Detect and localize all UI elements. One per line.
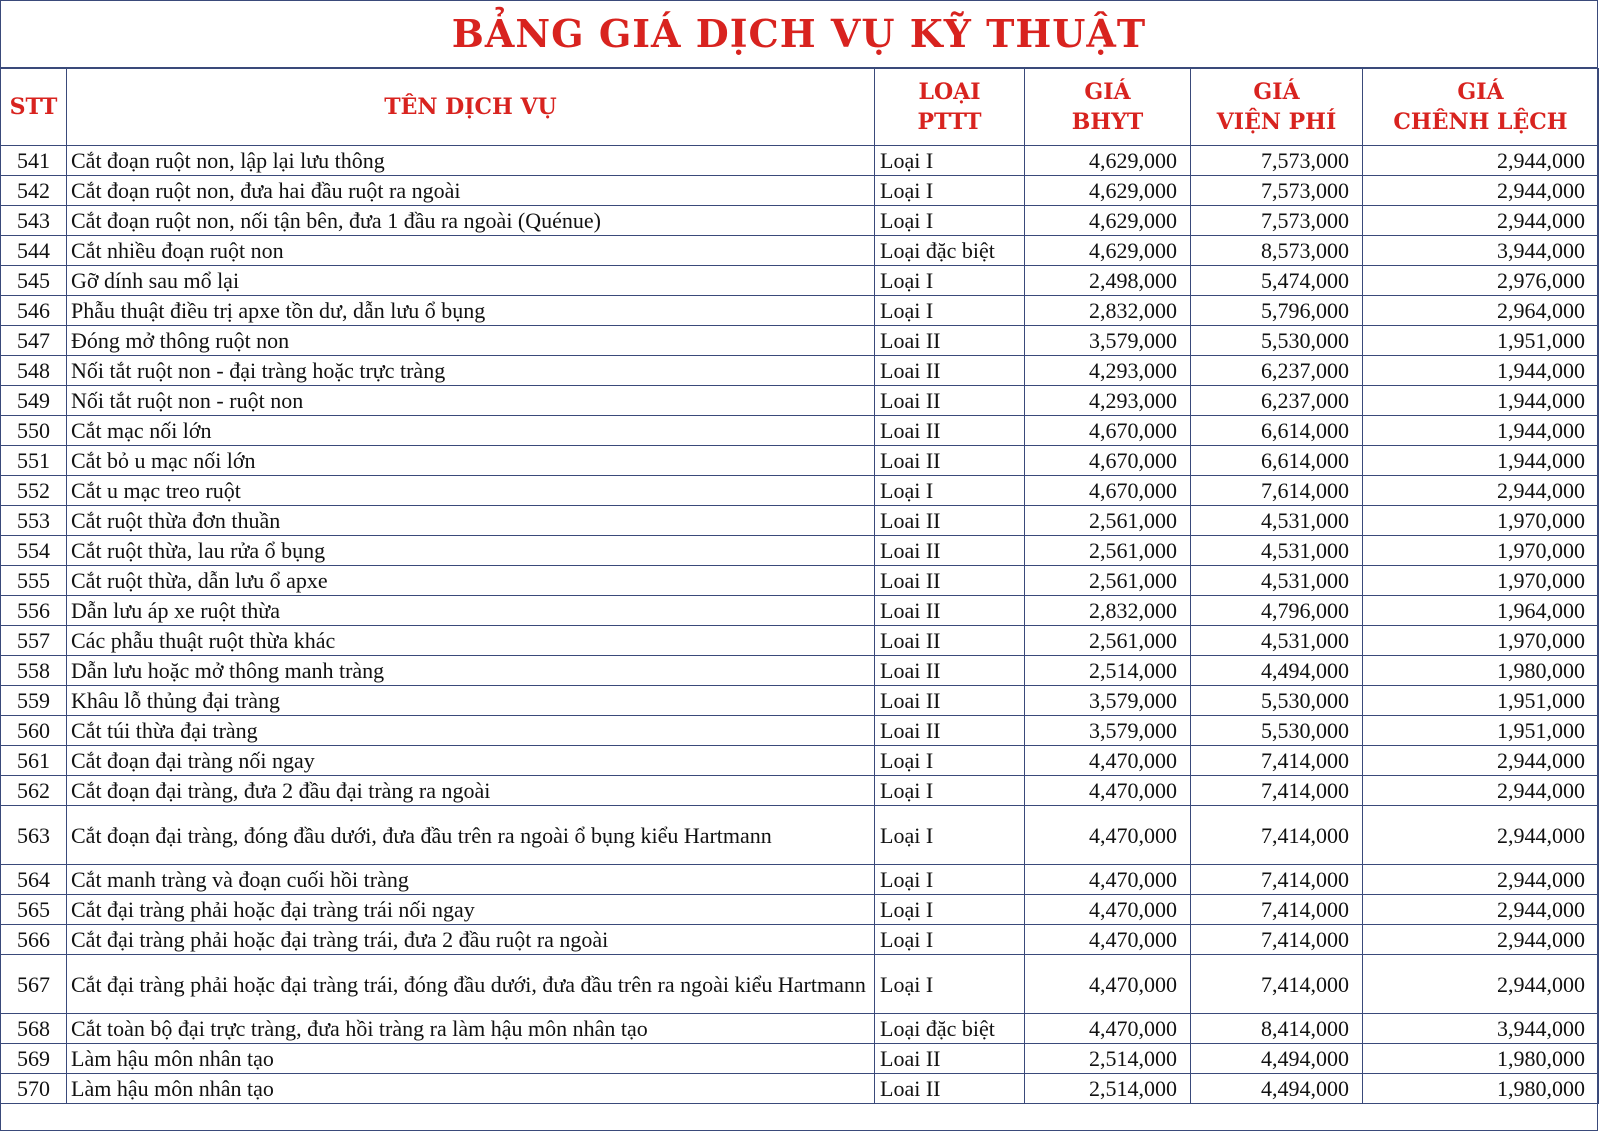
cell-surgery-type: Loai II: [875, 596, 1025, 626]
cell-price-chenhlech: 1,980,000: [1363, 656, 1599, 686]
cell-price-bhyt: 4,470,000: [1025, 1014, 1191, 1044]
cell-price-bhyt: 4,629,000: [1025, 206, 1191, 236]
cell-price-chenhlech: 2,976,000: [1363, 266, 1599, 296]
cell-surgery-type: Loại I: [875, 176, 1025, 206]
header-name: TÊN DỊCH VỤ: [67, 69, 875, 146]
table-row: [1, 596, 1599, 626]
cell-price-chenhlech: 1,951,000: [1363, 716, 1599, 746]
cell-surgery-type: Loai II: [875, 686, 1025, 716]
header-type-line2: PTTT: [917, 109, 982, 135]
table-row: [1, 416, 1599, 446]
cell-price-bhyt: 4,470,000: [1025, 925, 1191, 955]
cell-stt: 543: [1, 206, 67, 236]
cell-stt: 567: [1, 955, 67, 1014]
table-row: [1, 206, 1599, 236]
cell-price-vienphi: 6,614,000: [1191, 446, 1363, 476]
cell-price-chenhlech: 1,944,000: [1363, 446, 1599, 476]
cell-service-name: Cắt đoạn đại tràng, đưa 2 đầu đại tràng ra ngoài: [67, 776, 875, 806]
cell-stt: 547: [1, 326, 67, 356]
header-vienphi: [1191, 69, 1363, 146]
cell-service-name: Cắt toàn bộ đại trực tràng, đưa hồi tràng ra làm hậu môn nhân tạo: [67, 1014, 875, 1044]
table-row: [1, 955, 1599, 1014]
table-row: [1, 656, 1599, 686]
cell-surgery-type: Loai II: [875, 356, 1025, 386]
cell-price-vienphi: 7,573,000: [1191, 146, 1363, 176]
cell-price-vienphi: 7,414,000: [1191, 746, 1363, 776]
table-row: [1, 865, 1599, 895]
table-row: [1, 925, 1599, 955]
table-row: [1, 626, 1599, 656]
cell-price-vienphi: 7,414,000: [1191, 806, 1363, 865]
cell-surgery-type: Loại đặc biệt: [875, 1014, 1025, 1044]
table-row: [1, 776, 1599, 806]
cell-stt: 556: [1, 596, 67, 626]
cell-price-bhyt: 4,670,000: [1025, 446, 1191, 476]
table-row: [1, 296, 1599, 326]
table-row: [1, 146, 1599, 176]
cell-stt: 562: [1, 776, 67, 806]
table-row: [1, 536, 1599, 566]
cell-price-vienphi: 6,237,000: [1191, 386, 1363, 416]
cell-service-name: Cắt mạc nối lớn: [67, 416, 875, 446]
cell-price-bhyt: 4,293,000: [1025, 356, 1191, 386]
cell-stt: 542: [1, 176, 67, 206]
cell-surgery-type: Loại I: [875, 746, 1025, 776]
cell-price-bhyt: 2,561,000: [1025, 626, 1191, 656]
cell-price-chenhlech: 2,944,000: [1363, 476, 1599, 506]
cell-service-name: Cắt bỏ u mạc nối lớn: [67, 446, 875, 476]
cell-stt: 570: [1, 1074, 67, 1104]
table-row: [1, 506, 1599, 536]
cell-price-bhyt: 3,579,000: [1025, 716, 1191, 746]
cell-price-chenhlech: 1,944,000: [1363, 386, 1599, 416]
cell-price-chenhlech: 2,944,000: [1363, 746, 1599, 776]
table-row: [1, 386, 1599, 416]
cell-price-vienphi: 7,414,000: [1191, 865, 1363, 895]
cell-price-bhyt: 4,293,000: [1025, 386, 1191, 416]
cell-surgery-type: Loai II: [875, 536, 1025, 566]
table-row: [1, 746, 1599, 776]
cell-service-name: Cắt ruột thừa, lau rửa ổ bụng: [67, 536, 875, 566]
table-body: [1, 146, 1599, 1104]
cell-price-bhyt: 4,470,000: [1025, 895, 1191, 925]
cell-surgery-type: Loai II: [875, 1074, 1025, 1104]
cell-price-chenhlech: 2,944,000: [1363, 895, 1599, 925]
cell-price-bhyt: 2,514,000: [1025, 1074, 1191, 1104]
cell-stt: 557: [1, 626, 67, 656]
cell-price-bhyt: 2,832,000: [1025, 296, 1191, 326]
header-chenhlech-line1: GIÁ: [1457, 79, 1504, 105]
cell-price-vienphi: 7,414,000: [1191, 925, 1363, 955]
cell-price-chenhlech: 1,970,000: [1363, 536, 1599, 566]
table-row: [1, 236, 1599, 266]
cell-stt: 551: [1, 446, 67, 476]
cell-service-name: Làm hậu môn nhân tạo: [67, 1074, 875, 1104]
cell-price-vienphi: 7,414,000: [1191, 955, 1363, 1014]
cell-stt: 549: [1, 386, 67, 416]
cell-stt: 555: [1, 566, 67, 596]
cell-surgery-type: Loai II: [875, 1044, 1025, 1074]
cell-stt: 564: [1, 865, 67, 895]
cell-service-name: Cắt đại tràng phải hoặc đại tràng trái nối ngay: [67, 895, 875, 925]
header-chenhlech-line2: CHÊNH LỆCH: [1393, 109, 1568, 135]
cell-surgery-type: Loại I: [875, 296, 1025, 326]
cell-service-name: Cắt đoạn ruột non, đưa hai đầu ruột ra ngoài: [67, 176, 875, 206]
cell-price-bhyt: 4,629,000: [1025, 146, 1191, 176]
table-row: [1, 1044, 1599, 1074]
table-row: [1, 476, 1599, 506]
table-row: [1, 266, 1599, 296]
cell-service-name: Cắt nhiều đoạn ruột non: [67, 236, 875, 266]
cell-price-vienphi: 6,614,000: [1191, 416, 1363, 446]
cell-price-chenhlech: 2,944,000: [1363, 176, 1599, 206]
cell-price-chenhlech: 1,970,000: [1363, 506, 1599, 536]
cell-price-vienphi: 4,494,000: [1191, 1044, 1363, 1074]
cell-surgery-type: Loai II: [875, 656, 1025, 686]
header-vienphi-line1: GIÁ: [1253, 79, 1300, 105]
cell-price-chenhlech: 1,970,000: [1363, 626, 1599, 656]
cell-stt: 546: [1, 296, 67, 326]
header-vienphi-line2: VIỆN PHÍ: [1216, 109, 1337, 135]
cell-price-chenhlech: 1,980,000: [1363, 1044, 1599, 1074]
header-row: [1, 69, 1599, 146]
page-title: BẢNG GIÁ DỊCH VỤ KỸ THUẬT: [1, 1, 1597, 68]
cell-price-chenhlech: 1,964,000: [1363, 596, 1599, 626]
cell-price-bhyt: 4,670,000: [1025, 416, 1191, 446]
cell-price-vienphi: 4,494,000: [1191, 1074, 1363, 1104]
cell-stt: 554: [1, 536, 67, 566]
cell-price-vienphi: 5,530,000: [1191, 686, 1363, 716]
cell-price-bhyt: 4,470,000: [1025, 955, 1191, 1014]
cell-surgery-type: Loai II: [875, 386, 1025, 416]
cell-price-vienphi: 5,796,000: [1191, 296, 1363, 326]
cell-price-chenhlech: 2,944,000: [1363, 955, 1599, 1014]
table-row: [1, 176, 1599, 206]
cell-stt: 558: [1, 656, 67, 686]
cell-price-vienphi: 4,531,000: [1191, 566, 1363, 596]
cell-service-name: Đóng mở thông ruột non: [67, 326, 875, 356]
cell-price-bhyt: 4,470,000: [1025, 806, 1191, 865]
cell-surgery-type: Loại I: [875, 476, 1025, 506]
cell-price-chenhlech: 2,944,000: [1363, 776, 1599, 806]
cell-price-bhyt: 2,561,000: [1025, 536, 1191, 566]
cell-service-name: Khâu lỗ thủng đại tràng: [67, 686, 875, 716]
cell-price-vienphi: 7,573,000: [1191, 176, 1363, 206]
cell-price-chenhlech: 1,951,000: [1363, 686, 1599, 716]
cell-stt: 553: [1, 506, 67, 536]
cell-surgery-type: Loai II: [875, 506, 1025, 536]
cell-price-bhyt: 2,561,000: [1025, 566, 1191, 596]
cell-stt: 550: [1, 416, 67, 446]
cell-surgery-type: Loại I: [875, 776, 1025, 806]
cell-stt: 568: [1, 1014, 67, 1044]
cell-service-name: Các phẫu thuật ruột thừa khác: [67, 626, 875, 656]
cell-surgery-type: Loại I: [875, 146, 1025, 176]
cell-stt: 552: [1, 476, 67, 506]
cell-stt: 545: [1, 266, 67, 296]
cell-price-chenhlech: 2,944,000: [1363, 925, 1599, 955]
cell-price-chenhlech: 2,944,000: [1363, 806, 1599, 865]
header-type-line1: LOẠI: [918, 79, 981, 105]
cell-stt: 560: [1, 716, 67, 746]
cell-price-bhyt: 4,670,000: [1025, 476, 1191, 506]
cell-price-bhyt: 2,498,000: [1025, 266, 1191, 296]
cell-price-bhyt: 4,629,000: [1025, 176, 1191, 206]
cell-price-vienphi: 4,531,000: [1191, 506, 1363, 536]
header-bhyt-line1: GIÁ: [1084, 79, 1131, 105]
cell-price-bhyt: 4,470,000: [1025, 776, 1191, 806]
cell-price-vienphi: 8,573,000: [1191, 236, 1363, 266]
cell-stt: 565: [1, 895, 67, 925]
cell-service-name: Cắt u mạc treo ruột: [67, 476, 875, 506]
cell-surgery-type: Loại I: [875, 925, 1025, 955]
cell-price-chenhlech: 1,944,000: [1363, 356, 1599, 386]
cell-price-vienphi: 4,531,000: [1191, 626, 1363, 656]
cell-service-name: Phẫu thuật điều trị apxe tồn dư, dẫn lưu ổ bụng: [67, 296, 875, 326]
cell-stt: 563: [1, 806, 67, 865]
cell-price-vienphi: 7,414,000: [1191, 776, 1363, 806]
cell-surgery-type: Loại I: [875, 865, 1025, 895]
cell-price-chenhlech: 1,951,000: [1363, 326, 1599, 356]
cell-surgery-type: Loại I: [875, 955, 1025, 1014]
cell-service-name: Cắt đại tràng phải hoặc đại tràng trái, đưa 2 đầu ruột ra ngoài: [67, 925, 875, 955]
cell-price-bhyt: 2,514,000: [1025, 656, 1191, 686]
cell-surgery-type: Loại I: [875, 206, 1025, 236]
cell-price-chenhlech: 2,964,000: [1363, 296, 1599, 326]
cell-price-vienphi: 5,474,000: [1191, 266, 1363, 296]
cell-price-bhyt: 2,514,000: [1025, 1044, 1191, 1074]
header-type: [875, 69, 1025, 146]
cell-service-name: Cắt manh tràng và đoạn cuối hồi tràng: [67, 865, 875, 895]
cell-price-chenhlech: 1,944,000: [1363, 416, 1599, 446]
cell-price-bhyt: 4,629,000: [1025, 236, 1191, 266]
cell-surgery-type: Loại đặc biệt: [875, 236, 1025, 266]
cell-service-name: Cắt đoạn đại tràng nối ngay: [67, 746, 875, 776]
cell-price-chenhlech: 1,980,000: [1363, 1074, 1599, 1104]
cell-service-name: Cắt đoạn đại tràng, đóng đầu dưới, đưa đầu trên ra ngoài ổ bụng kiểu Hartmann: [67, 806, 875, 865]
table-row: [1, 895, 1599, 925]
table-row: [1, 566, 1599, 596]
cell-stt: 548: [1, 356, 67, 386]
cell-price-chenhlech: 2,944,000: [1363, 146, 1599, 176]
table-row: [1, 326, 1599, 356]
cell-price-vienphi: 7,614,000: [1191, 476, 1363, 506]
cell-price-chenhlech: 2,944,000: [1363, 206, 1599, 236]
cell-price-chenhlech: 3,944,000: [1363, 1014, 1599, 1044]
cell-surgery-type: Loại I: [875, 806, 1025, 865]
header-bhyt-line2: BHYT: [1071, 109, 1144, 135]
table-row: [1, 446, 1599, 476]
cell-price-bhyt: 4,470,000: [1025, 746, 1191, 776]
cell-price-vienphi: 8,414,000: [1191, 1014, 1363, 1044]
cell-price-bhyt: 4,470,000: [1025, 865, 1191, 895]
cell-stt: 566: [1, 925, 67, 955]
table-row: [1, 1074, 1599, 1104]
cell-price-vienphi: 7,414,000: [1191, 895, 1363, 925]
cell-price-vienphi: 7,573,000: [1191, 206, 1363, 236]
cell-price-vienphi: 5,530,000: [1191, 326, 1363, 356]
cell-service-name: Gỡ dính sau mổ lại: [67, 266, 875, 296]
cell-stt: 569: [1, 1044, 67, 1074]
table-row: [1, 716, 1599, 746]
cell-price-bhyt: 2,832,000: [1025, 596, 1191, 626]
cell-service-name: Cắt ruột thừa đơn thuần: [67, 506, 875, 536]
cell-surgery-type: Loai II: [875, 626, 1025, 656]
table-row: [1, 356, 1599, 386]
cell-price-vienphi: 5,530,000: [1191, 716, 1363, 746]
cell-service-name: Cắt ruột thừa, dẫn lưu ổ apxe: [67, 566, 875, 596]
cell-service-name: Cắt đoạn ruột non, nối tận bên, đưa 1 đầu ra ngoài (Quénue): [67, 206, 875, 236]
table-row: [1, 806, 1599, 865]
cell-surgery-type: Loại I: [875, 895, 1025, 925]
cell-service-name: Dẫn lưu áp xe ruột thừa: [67, 596, 875, 626]
price-table: [0, 68, 1599, 1104]
table-row: [1, 686, 1599, 716]
cell-service-name: Dẫn lưu hoặc mở thông manh tràng: [67, 656, 875, 686]
cell-price-bhyt: 3,579,000: [1025, 686, 1191, 716]
cell-service-name: Nối tắt ruột non - đại tràng hoặc trực tràng: [67, 356, 875, 386]
cell-surgery-type: Loai II: [875, 566, 1025, 596]
cell-service-name: Cắt đại tràng phải hoặc đại tràng trái, đóng đầu dưới, đưa đầu trên ra ngoài kiểu Hartmann: [67, 955, 875, 1014]
cell-surgery-type: Loai II: [875, 446, 1025, 476]
cell-surgery-type: Loai II: [875, 416, 1025, 446]
header-bhyt: [1025, 69, 1191, 146]
cell-service-name: Làm hậu môn nhân tạo: [67, 1044, 875, 1074]
cell-surgery-type: Loại I: [875, 266, 1025, 296]
cell-price-vienphi: 4,494,000: [1191, 656, 1363, 686]
header-chenhlech: [1363, 69, 1599, 146]
cell-service-name: Cắt túi thừa đại tràng: [67, 716, 875, 746]
cell-stt: 561: [1, 746, 67, 776]
cell-stt: 559: [1, 686, 67, 716]
cell-stt: 544: [1, 236, 67, 266]
cell-price-vienphi: 4,796,000: [1191, 596, 1363, 626]
cell-price-chenhlech: 1,970,000: [1363, 566, 1599, 596]
cell-service-name: Nối tắt ruột non - ruột non: [67, 386, 875, 416]
cell-price-vienphi: 6,237,000: [1191, 356, 1363, 386]
cell-price-chenhlech: 2,944,000: [1363, 865, 1599, 895]
cell-price-bhyt: 3,579,000: [1025, 326, 1191, 356]
cell-service-name: Cắt đoạn ruột non, lập lại lưu thông: [67, 146, 875, 176]
cell-price-chenhlech: 3,944,000: [1363, 236, 1599, 266]
cell-surgery-type: Loai II: [875, 326, 1025, 356]
cell-stt: 541: [1, 146, 67, 176]
table-row: [1, 1014, 1599, 1044]
cell-price-vienphi: 4,531,000: [1191, 536, 1363, 566]
header-stt: STT: [1, 69, 67, 146]
cell-price-bhyt: 2,561,000: [1025, 506, 1191, 536]
cell-surgery-type: Loai II: [875, 716, 1025, 746]
